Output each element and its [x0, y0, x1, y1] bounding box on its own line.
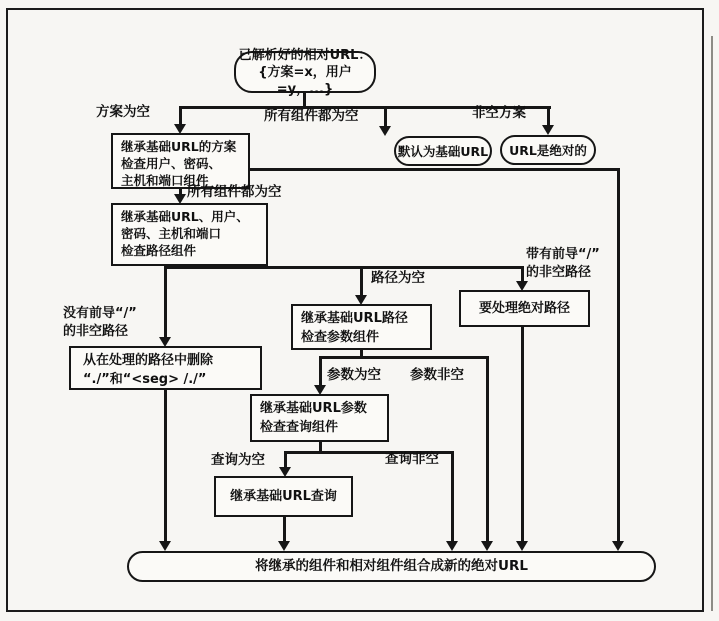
label-query-nonempty: 查询非空: [385, 451, 439, 467]
label-no-leading-slash-line2: 的非空路径: [63, 324, 129, 339]
connector: [164, 266, 524, 269]
label-scheme-nonempty: 非空方案: [472, 105, 526, 121]
connector: [360, 266, 363, 297]
arrow-down: [481, 541, 493, 551]
label-no-leading-slash-line1: 没有前导“/”: [63, 306, 137, 321]
arrow-down: [379, 126, 391, 136]
connector: [249, 168, 620, 171]
node-absolute-path-label: 要处理绝对路径: [478, 301, 570, 316]
scan-edge-line: [711, 36, 713, 611]
connector: [319, 356, 322, 387]
label-query-empty: 查询为空: [211, 452, 265, 468]
node-inherit-base-line2: 密码、主机和端口: [121, 226, 222, 241]
node-inherit-base-line3: 检查路径组件: [121, 243, 197, 258]
label-params-empty: 参数为空: [327, 367, 381, 383]
node-inherit-scheme-line2: 检查用户、密码、: [121, 156, 222, 171]
label-path-empty: 路径为空: [371, 270, 425, 286]
connector: [451, 451, 454, 541]
connector: [521, 325, 524, 541]
arrow-down: [278, 541, 290, 551]
label-no-leading-slash: [63, 305, 137, 341]
connector: [319, 356, 489, 359]
node-inherit-path-line2: 检查参数组件: [301, 330, 380, 345]
arrow-down: [612, 541, 624, 551]
node-default-base-url-label: 默认为基础URL: [397, 143, 489, 159]
arrow-down: [159, 541, 171, 551]
connector: [164, 389, 167, 541]
connector: [617, 168, 620, 541]
node-inherit-params-line1: 继承基础URL参数: [260, 401, 367, 416]
node-inherit-scheme-line1: 继承基础URL的方案: [121, 139, 237, 154]
node-inherit-scheme: [111, 133, 250, 189]
label-all-components-empty-top: 所有组件都为空: [264, 108, 359, 124]
connector: [164, 266, 167, 339]
node-remove-segments: [69, 346, 262, 390]
connector: [179, 106, 182, 125]
node-start-line1: 已解析好的相对URL：: [238, 47, 372, 63]
label-all-components-empty-mid: 所有组件都为空: [187, 184, 282, 200]
node-start-text: [236, 47, 374, 98]
connector: [547, 106, 550, 126]
node-inherit-base-components: [111, 203, 268, 266]
node-inherit-params: [250, 394, 389, 442]
connector: [384, 106, 387, 127]
node-absolute-path: [459, 290, 590, 327]
arrow-down: [516, 541, 528, 551]
node-combine-label: 将继承的组件和相对组件组合成新的绝对URL: [255, 558, 528, 574]
node-start-line2: {方案=x，用户=y，...}: [258, 64, 352, 97]
node-url-absolute-label: URL是绝对的: [509, 142, 587, 158]
connector: [486, 356, 489, 541]
arrow-down: [446, 541, 458, 551]
arrow-down: [542, 125, 554, 135]
node-combine: [127, 551, 656, 582]
node-inherit-base-line1: 继承基础URL、用户、: [121, 209, 249, 224]
label-leading-slash-line2: 的非空路径: [526, 265, 592, 280]
node-start: [234, 47, 376, 97]
node-remove-segments-line2: “./”和“<seg> /./”: [83, 372, 207, 387]
node-inherit-query: [214, 476, 353, 517]
label-scheme-empty: 方案为空: [96, 104, 150, 120]
node-inherit-query-label: 继承基础URL查询: [230, 489, 337, 504]
label-leading-slash: [526, 246, 600, 282]
node-url-absolute: [500, 135, 596, 165]
node-default-base-url: [394, 136, 492, 166]
node-inherit-scheme-line3: 主机和端口组件: [121, 173, 209, 188]
label-params-nonempty: 参数非空: [410, 367, 464, 383]
connector: [283, 515, 286, 541]
node-inherit-params-line2: 检查查询组件: [260, 420, 339, 435]
label-leading-slash-line1: 带有前导“/”: [526, 247, 600, 262]
node-inherit-path: [291, 304, 432, 350]
node-inherit-path-line1: 继承基础URL路径: [301, 311, 408, 326]
node-remove-segments-line1: 从在处理的路径中删除: [83, 353, 214, 368]
